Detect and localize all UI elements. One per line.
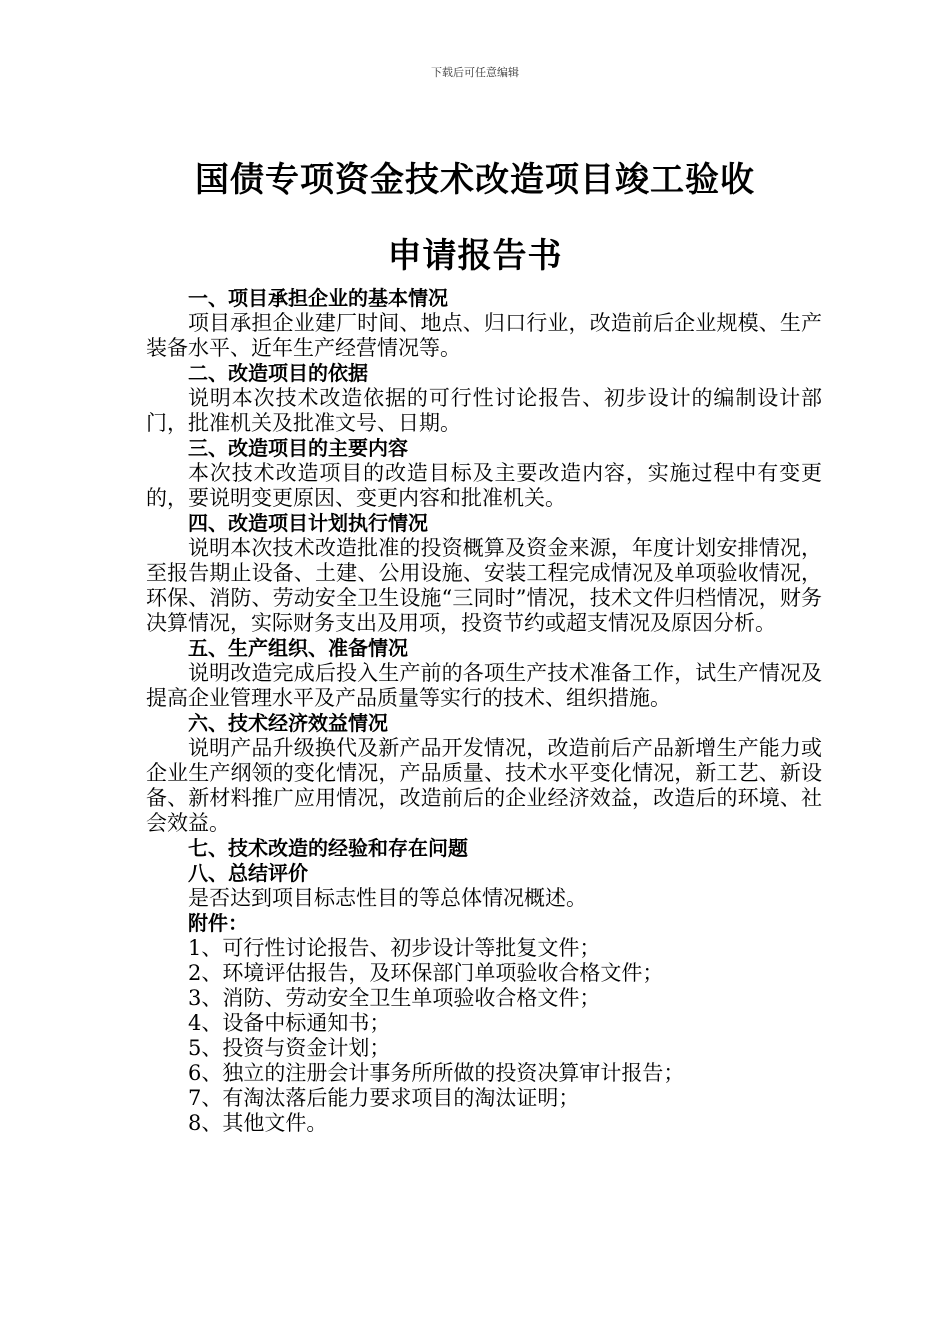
section-body-6: 说明产品升级换代及新产品开发情况，改造前后产品新增生产能力或企业生产纲领的变化情况，产品质量、技术水平变化情况，新工艺、新设备、新材料推广应用情况，改造前后的企业经济效益，改造后的环境、社会效益。 xyxy=(146,736,822,835)
attachment-item: 5、投资与资金计划； xyxy=(188,1036,391,1060)
attachment-item: 2、环境评估报告，及环保部门单项验收合格文件； xyxy=(188,961,664,985)
section-heading-6: 六、技术经济效益情况 xyxy=(188,711,388,735)
header-note: 下载后可任意编辑 xyxy=(431,66,519,79)
section-heading-4: 四、改造项目计划执行情况 xyxy=(188,511,428,535)
attachment-item: 6、独立的注册会计事务所所做的投资决算审计报告； xyxy=(188,1061,685,1085)
section-heading-5: 五、生产组织、准备情况 xyxy=(188,636,408,660)
attachment-item: 4、设备中标通知书； xyxy=(188,1011,391,1035)
attachment-item: 8、其他文件。 xyxy=(188,1111,328,1135)
section-body-2: 说明本次技术改造依据的可行性讨论报告、初步设计的编制设计部门，批准机关及批准文号、日期。 xyxy=(146,386,822,435)
attachment-item: 3、消防、劳动安全卫生单项验收合格文件； xyxy=(188,986,601,1010)
section-body-5: 说明改造完成后投入生产前的各项生产技术准备工作，试生产情况及提高企业管理水平及产品质量等实行的技术、组织措施。 xyxy=(146,661,822,710)
attachment-item: 7、有淘汰落后能力要求项目的淘汰证明； xyxy=(188,1086,580,1110)
attachment-item: 1、可行性讨论报告、初步设计等批复文件； xyxy=(188,936,601,960)
section-body-3: 本次技术改造项目的改造目标及主要改造内容，实施过程中有变更的，要说明变更原因、变更内容和批准机关。 xyxy=(146,461,822,510)
section-heading-2: 二、改造项目的依据 xyxy=(188,361,368,385)
section-body-1: 项目承担企业建厂时间、地点、归口行业，改造前后企业规模、生产装备水平、近年生产经营情况等。 xyxy=(146,311,822,360)
section-body-8: 是否达到项目标志性目的等总体情况概述。 xyxy=(188,886,587,910)
section-heading-3: 三、改造项目的主要内容 xyxy=(188,436,408,460)
document-title-line-1: 国债专项资金技术改造项目竣工验收 xyxy=(195,160,755,200)
section-heading-7: 七、技术改造的经验和存在问题 xyxy=(188,836,468,860)
attachments-heading: 附件： xyxy=(188,911,248,935)
section-heading-8: 八、总结评价 xyxy=(188,861,308,885)
section-body-4: 说明本次技术改造批准的投资概算及资金来源，年度计划安排情况，至报告期止设备、土建、公用设施、安装工程完成情况及单项验收情况，环保、消防、劳动安全卫生设施“三同时”情况，技术文件归档情况，财务决算情况，实际财务支出及用项，投资节约或超支情况及原因分析。 xyxy=(146,536,822,635)
document-title-line-2: 申请报告书 xyxy=(387,236,563,276)
section-heading-1: 一、项目承担企业的基本情况 xyxy=(188,286,448,310)
document-body xyxy=(146,286,822,1136)
